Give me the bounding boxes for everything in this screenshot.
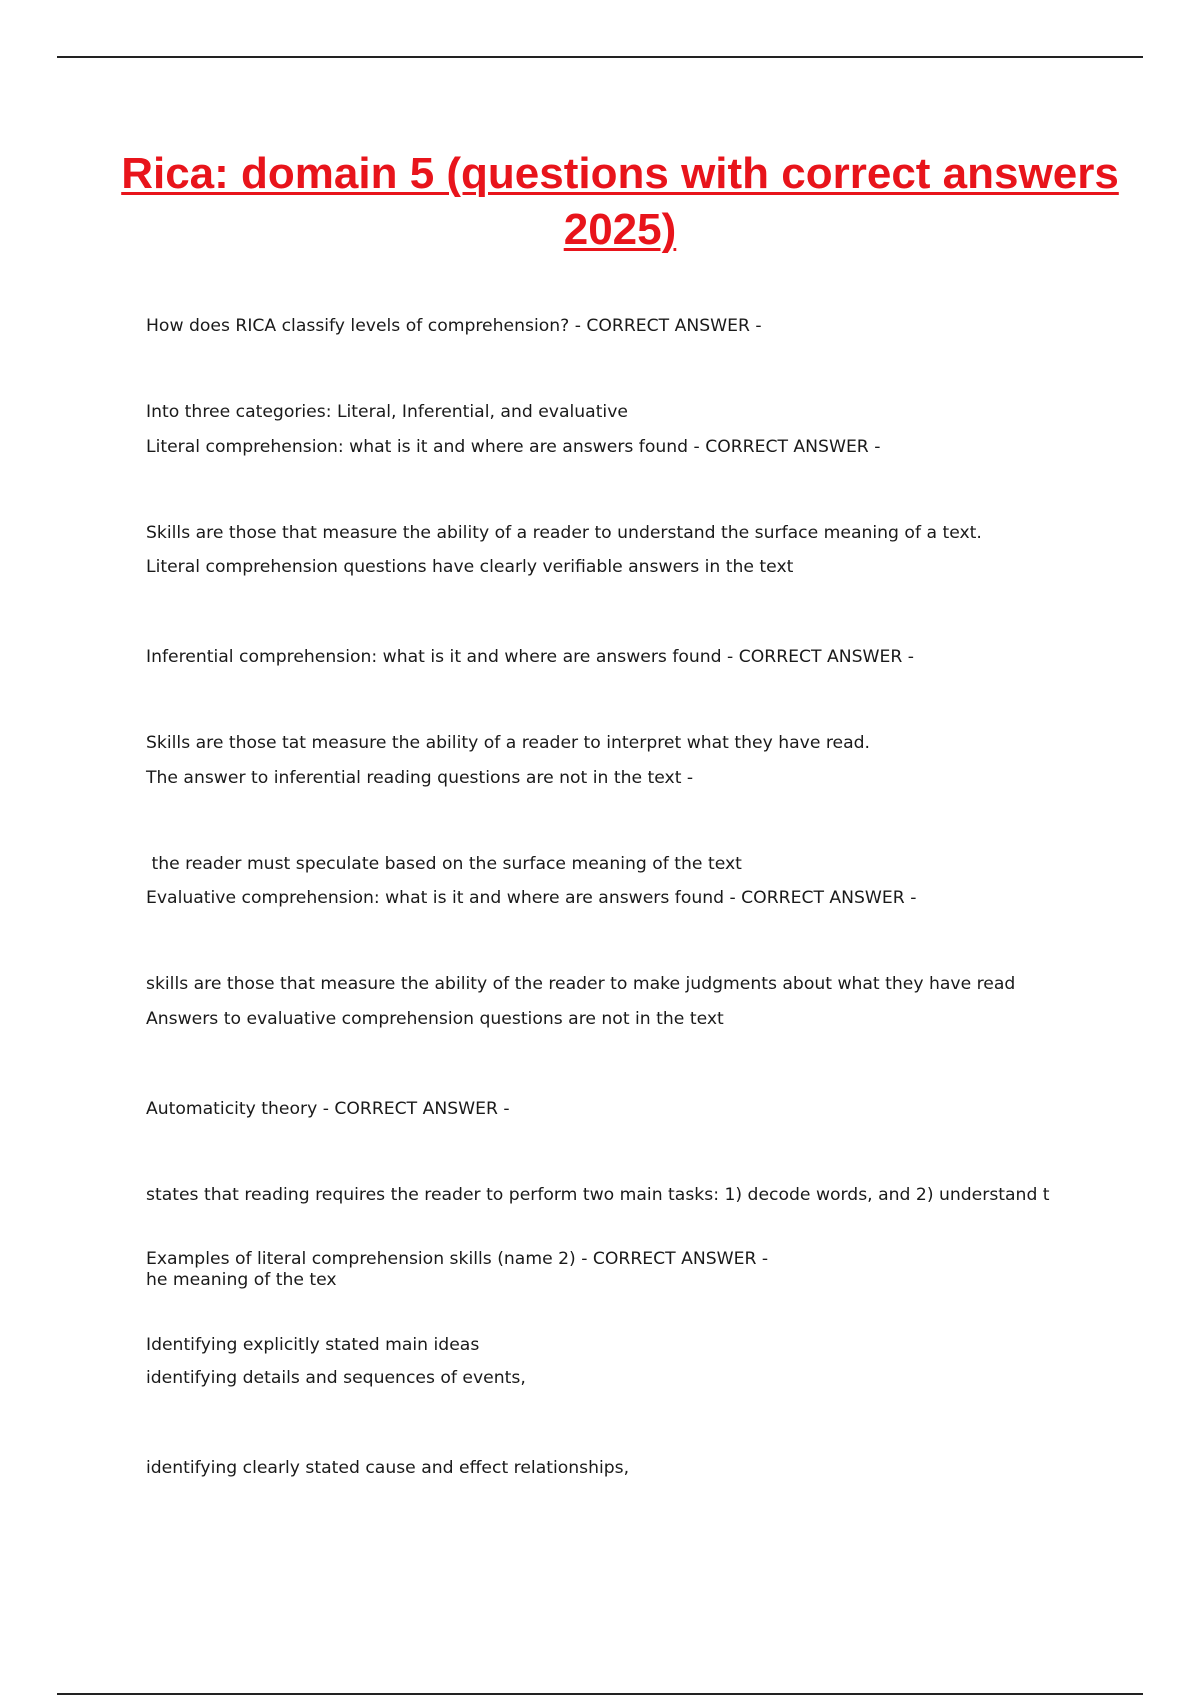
- entry-text: identifying clearly stated cause and effect relationships,: [146, 1458, 630, 1478]
- entry-text: Answers to evaluative comprehension questions are not in the text: [146, 1009, 724, 1029]
- bottom-rule: [57, 1693, 1143, 1695]
- entry-question: Inferential comprehension: what is it and where are answers found - CORRECT ANSWER -: [146, 647, 914, 667]
- entry-text-cont: the reader must speculate based on the surface meaning of the text: [146, 853, 742, 874]
- top-rule: [57, 56, 1143, 58]
- document-title: Rica: domain 5 (questions with correct answers 2025): [121, 149, 1119, 254]
- entry-answer: Skills are those tat measure the ability of a reader to interpret what they have read.: [146, 732, 871, 753]
- entry-text: identifying details and sequences of events,: [146, 1368, 526, 1388]
- entry-answer: Identifying explicitly stated main ideas: [146, 1334, 480, 1355]
- entry-question: Literal comprehension: what is it and where are answers found - CORRECT ANSWER -: [146, 437, 881, 457]
- entry-answer: skills are those that measure the ability of the reader to make judgments about what they have read: [146, 973, 1016, 994]
- entry-question: How does RICA classify levels of comprehension? - CORRECT ANSWER -: [146, 316, 762, 336]
- entry-question: Examples of literal comprehension skills (name 2) - CORRECT ANSWER -: [146, 1249, 769, 1269]
- qa-entry: [146, 1397, 629, 1511]
- entry-answer: Into three categories: Literal, Inferential, and evaluative: [146, 401, 628, 422]
- entry-answer: states that reading requires the reader to perform two main tasks: 1) decode words, and 2) understand t: [146, 1184, 1050, 1205]
- entry-text: Literal comprehension questions have clearly verifiable answers in the text: [146, 557, 794, 577]
- entry-answer: Skills are those that measure the ability of a reader to understand the surface meaning of a text.: [146, 522, 982, 543]
- entry-answer-cont: he meaning of the tex: [146, 1270, 337, 1290]
- entry-question: Automaticity theory - CORRECT ANSWER -: [146, 1099, 510, 1119]
- entry-text: The answer to inferential reading questions are not in the text -: [146, 768, 694, 788]
- entry-question: Evaluative comprehension: what is it and where are answers found - CORRECT ANSWER -: [146, 888, 917, 908]
